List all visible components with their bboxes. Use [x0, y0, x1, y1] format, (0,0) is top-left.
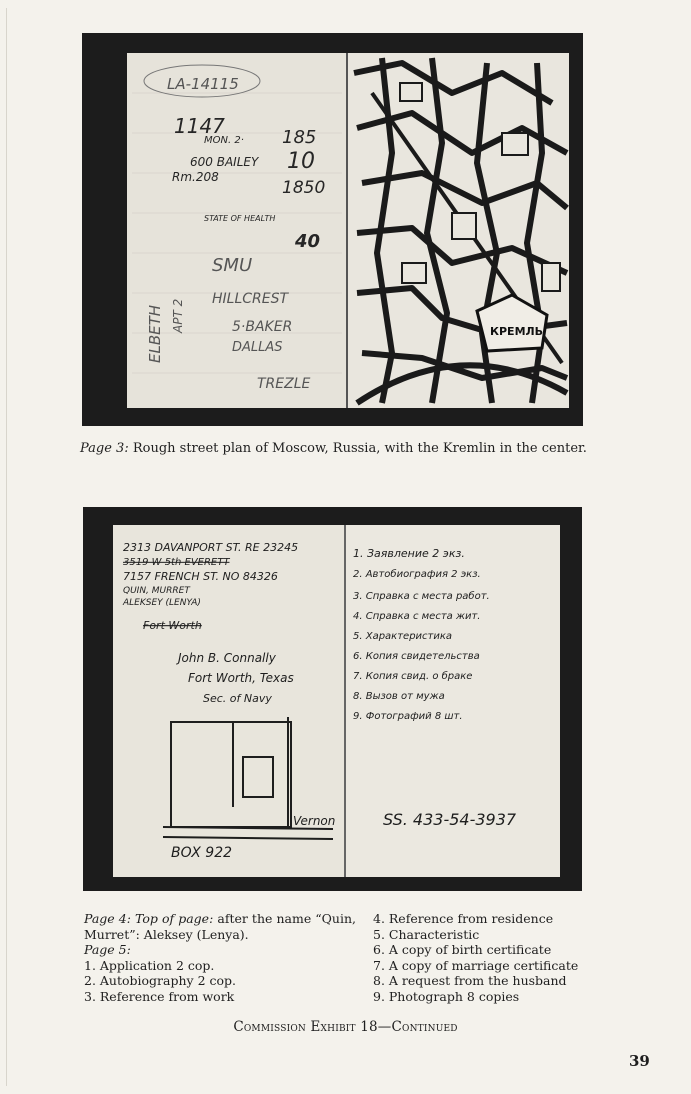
- hw2-left-9: Sec. of Navy: [203, 692, 272, 705]
- notebook-photo-moscow-map: [82, 33, 583, 426]
- notebook-pages-1: [82, 33, 583, 426]
- hw-left-6: 10: [287, 149, 315, 174]
- notebook-pages-2: [83, 507, 582, 891]
- hw2-left-3: 7157 FRENCH ST. NO 84326: [123, 570, 278, 583]
- hw2-left-2: 3519 W 5th EVERETT: [123, 557, 230, 568]
- list-item-1: 1. Application 2 cop.: [84, 957, 215, 973]
- hw-left-7: Rm.208: [172, 170, 219, 184]
- hw-left-1: LA-14115: [167, 75, 239, 93]
- caption-page-3-text: Rough street plan of Moscow, Russia, with the Kremlin in the center.: [128, 441, 587, 456]
- hw2-left-4: QUIN, MURRET: [123, 586, 190, 596]
- hw-left-5: 600 BAILEY: [190, 155, 259, 169]
- list-item-7: 7. A copy of marriage certificate: [373, 957, 579, 973]
- list-item-3: 3. Reference from work: [84, 988, 235, 1004]
- hw-left-12: HILLCREST: [212, 291, 289, 307]
- hw2-right-3: 3. Справка с места работ.: [353, 591, 490, 602]
- caption-page-4-text: after the name “Quin, Murret”: Aleksey (Lenya).: [84, 911, 356, 942]
- page-number: 39: [629, 1052, 650, 1070]
- hw-right-kremlin: КРЕМЛЬ: [490, 325, 544, 338]
- list-item-6: 6. A copy of birth certificate: [373, 942, 552, 957]
- hw-left-13: ELBETH: [146, 304, 164, 363]
- hw-left-11: SMU: [212, 255, 253, 276]
- hw2-left-6: Fort Worth: [143, 619, 202, 632]
- list-item-2: 2. Autobiography 2 cop.: [84, 973, 236, 988]
- hw2-left-11: BOX 922: [171, 845, 233, 861]
- hw2-left-8: Fort Worth, Texas: [188, 671, 294, 685]
- hw2-left-1: 2313 DAVANPORT ST. RE 23245: [123, 541, 299, 554]
- hw-left-16: DALLAS: [232, 340, 283, 355]
- caption-pages-4-5-right: [373, 911, 603, 1004]
- caption-page-4: [84, 911, 356, 942]
- hw-left-4: 185: [282, 127, 317, 148]
- caption-page-4-sublabel: Top of page:: [135, 911, 214, 926]
- list-item-9: 9. Photograph 8 copies: [373, 988, 520, 1004]
- hw2-right-1: 1. Заявление 2 экз.: [353, 547, 465, 560]
- hw-left-10: 40: [295, 231, 321, 252]
- list-item-4: 4. Reference from residence: [373, 911, 554, 926]
- hw2-right-5: 5. Характеристика: [353, 631, 453, 642]
- hw-left-14: APT 2: [171, 298, 185, 333]
- hw2-right-8: 8. Вызов от мужа: [353, 691, 445, 702]
- hw2-left-7: John B. Connally: [178, 651, 276, 665]
- hw2-right-2: 2. Автобиография 2 экз.: [353, 569, 481, 580]
- hw2-right-10: SS. 433-54-3937: [383, 810, 517, 829]
- hw-left-8: 1850: [282, 178, 326, 198]
- hw-left-9: STATE OF HEALTH: [204, 214, 276, 223]
- hw-left-17: TREZLE: [257, 376, 311, 392]
- hw-left-3: MON. 2·: [204, 135, 244, 146]
- list-item-5: 5. Characteristic: [373, 926, 480, 942]
- hw2-left-10: Vernon: [293, 814, 336, 828]
- hw-left-2: 1147: [174, 114, 225, 138]
- hw2-right-9: 9. Фотографий 8 шт.: [353, 711, 463, 722]
- hw2-right-7: 7. Копия свид. о браке: [353, 671, 473, 682]
- list-item-8: 8. A request from the husband: [373, 973, 567, 988]
- notebook-photo-pages-4-5: [83, 507, 582, 891]
- caption-page-4-label: Page 4:: [84, 911, 131, 926]
- exhibit-title: Commission Exhibit 18—Continued: [233, 1019, 458, 1035]
- caption-page-3: [80, 441, 600, 457]
- caption-pages-4-5-left: [84, 911, 356, 1004]
- caption-page-3-label: Page 3:: [80, 441, 129, 456]
- caption-page-5-label: Page 5:: [84, 942, 131, 957]
- hw2-right-4: 4. Справка с места жит.: [353, 611, 481, 622]
- hw-left-15: 5·BAKER: [232, 319, 293, 335]
- hw2-left-5: ALEKSEY (LENYA): [123, 598, 201, 608]
- hw2-right-6: 6. Копия свидетельства: [353, 651, 480, 662]
